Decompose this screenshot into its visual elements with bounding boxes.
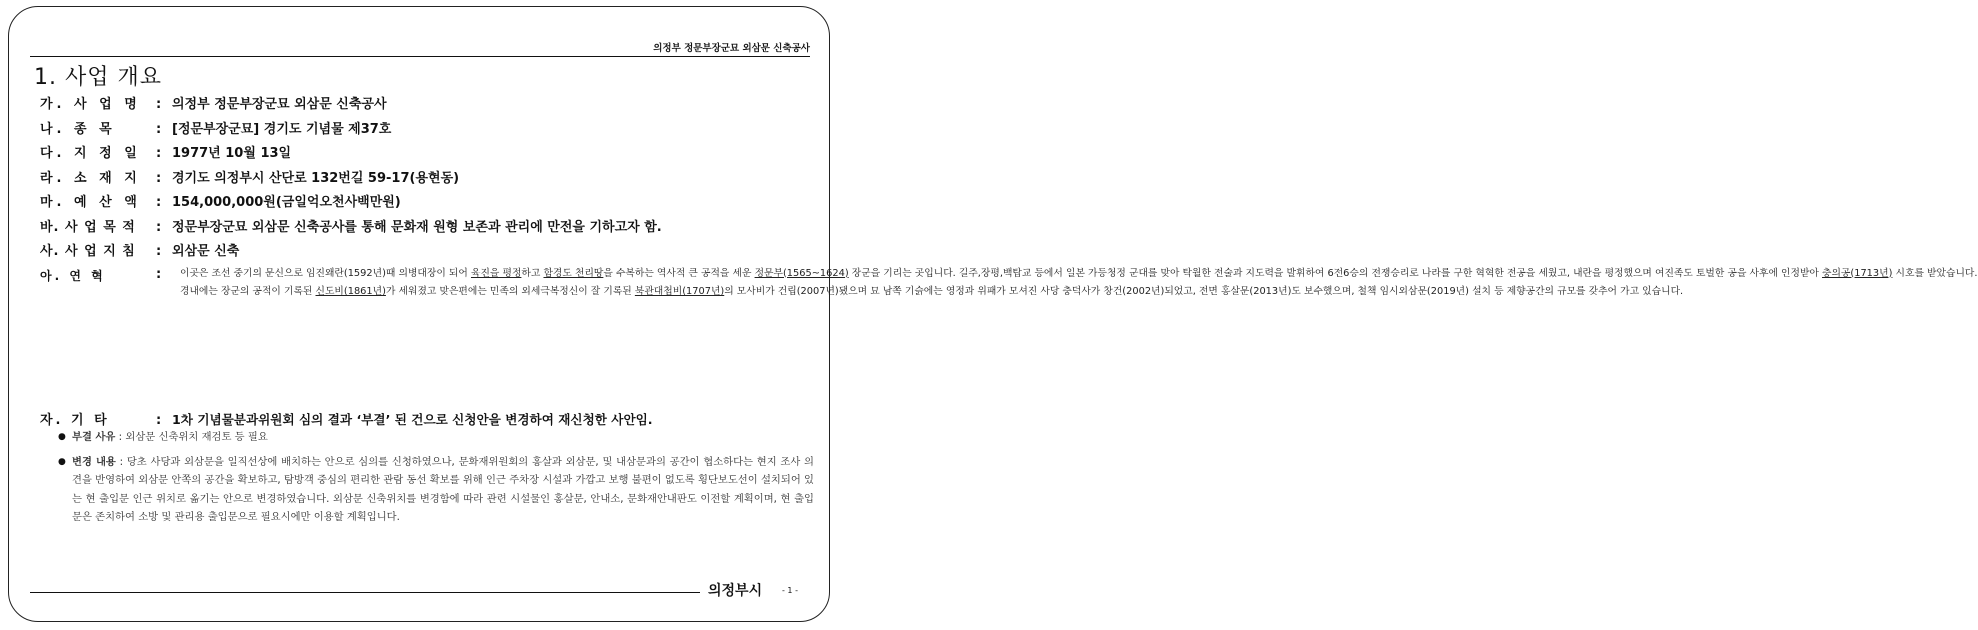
field-colon: :	[156, 219, 162, 235]
field-colon: :	[156, 146, 162, 161]
field-label: 마. 예 산 액	[40, 195, 141, 210]
underlined-term: 충의공(1713년)	[1822, 267, 1893, 279]
field-value: 경기도 의정부시 산단로 132번길 59-17(용현동)	[172, 170, 460, 186]
field-category	[40, 118, 810, 143]
field-value: 의정부 정문부장군묘 외삼문 신축공사	[172, 97, 387, 112]
field-location	[40, 167, 810, 192]
header-rule	[30, 56, 810, 57]
field-colon: :	[156, 266, 162, 282]
field-colon: :	[156, 412, 162, 428]
field-label: 가. 사 업 명	[40, 97, 141, 112]
field-label: 다. 지 정 일	[40, 146, 141, 161]
field-value: [정문부장군묘] 경기도 기념물 제37호	[172, 121, 392, 137]
field-budget	[40, 191, 810, 216]
field-label: 바. 사 업 목 적	[40, 219, 136, 235]
bullet-icon: ●	[58, 432, 66, 442]
field-value: 154,000,000원(금일억오천사백만원)	[172, 195, 401, 210]
footer-organization: 의정부시	[708, 583, 763, 599]
note-label: 부결 사유	[72, 431, 116, 443]
note-text: : 외삼문 신축위치 재검토 등 필요	[115, 431, 268, 443]
note-text: : 당초 사당과 외삼문을 일직선상에 배치하는 안으로 심의를 신청하였으나, 문화재위원회의 홍살과 외삼문, 및 내삼문과의 공간이 협소하다는 현지 조사 의견을 반영하여 외삼문 안쪽의 공간을 확보하고, 탐방객 중심의 편리한 관람 동선 확보를 위해 인근 주차장 시설과 가깝고 보행 불편이 없도록 횡단보도선이 설치되어 있는 현 출입문 인근 위치로 옮기는 안으로 변경하였습니다. 외삼문 신축위치를 변경함에 따라 관련 시설물인 홍살문, 안내소, 문화재안내판도 이전할 계획이며, 현 출입문은 존치하여 소방 및 관리용 출입문으로 필요시에만 이용할 계획입니다.	[72, 455, 814, 523]
field-label: 아. 연 혁	[40, 268, 106, 283]
bullet-icon: ●	[58, 456, 66, 467]
history-paragraph-1: 이곳은 조선 중기의 문신으로 임진왜란(1592년)때 의병대장이 되어 육진을 평정하고 함경도 천리땅을 수복하는 역사적 큰 공적을 세운 정문부(1565~1624) 장군을 기리는 곳입니다. 길주,장평,백탑교 등에서 일본 가등청정 군대를 맞아 탁월한 전술과 지도력을 발휘하여 6전6승의 전쟁승리로 나라를 구한 혁혁한 전공을 세웠고, 내란을 평정했으며 여진족도 토벌한 공을 사후에 인정받아 충의공(1713년) 시호를 받았습니다.	[180, 267, 1978, 279]
section-title: 1. 사업 개요	[34, 65, 162, 90]
field-value: 1차 기념물분과위원회 심의 결과 ‘부결’ 된 건으로 신청안을 변경하여 재신청한 사안임.	[172, 411, 653, 427]
field-colon: :	[156, 121, 162, 137]
note-label: 변경 내용	[72, 455, 116, 468]
field-label: 나. 종 목	[40, 121, 116, 137]
underlined-term: 신도비(1861년)	[315, 286, 386, 297]
document-header: 의정부 정문부장군묘 외삼문 신축공사	[653, 43, 810, 54]
field-value: 1977년 10월 13일	[172, 146, 292, 161]
underlined-term: 육진을 평정	[470, 267, 522, 279]
field-colon: :	[156, 170, 162, 186]
history-text	[172, 265, 1978, 302]
field-project-name	[40, 93, 810, 118]
list-item	[58, 453, 814, 527]
field-designation-date	[40, 142, 810, 167]
field-label: 사. 사 업 지 침	[40, 244, 136, 259]
overview-fields	[40, 93, 1978, 433]
footer-rule	[30, 592, 700, 593]
underlined-term: 함경도 천리땅	[543, 267, 604, 279]
page-number: - 1 -	[782, 586, 798, 595]
field-colon: :	[156, 244, 162, 259]
field-value: 외삼문 신축	[172, 244, 240, 259]
history-paragraph-2: 경내에는 장군의 공적이 기록된 신도비(1861년)가 세워졌고 맞은편에는 민족의 외세극복정신이 잘 기록된 북관대첩비(1707년)의 모사비가 건립(2007년)됐으며 묘 남쪽 기슭에는 영정과 위패가 모셔진 사당 충덕사가 창건(2002년)되었고, 전면 홍살문(2013년)도 보수했으며, 철책 임시외삼문(2019년) 설치 등 제향공간의 규모를 갖추어 가고 있습니다.	[180, 286, 1684, 297]
field-purpose	[40, 216, 810, 241]
field-colon: :	[156, 97, 162, 112]
field-colon: :	[156, 195, 162, 210]
field-label: 자. 기 타	[40, 412, 110, 428]
field-history	[40, 265, 1978, 413]
list-item	[58, 428, 814, 447]
field-guideline	[40, 240, 810, 265]
underlined-term: 정문부(1565~1624)	[754, 267, 849, 279]
notes-list	[58, 428, 814, 527]
underlined-term: 북관대첩비(1707년)	[634, 286, 725, 297]
field-value: 정문부장군묘 외삼문 신축공사를 통해 문화재 원형 보존과 관리에 만전을 기하고자 함.	[172, 219, 662, 235]
field-label: 라. 소 재 지	[40, 170, 141, 186]
